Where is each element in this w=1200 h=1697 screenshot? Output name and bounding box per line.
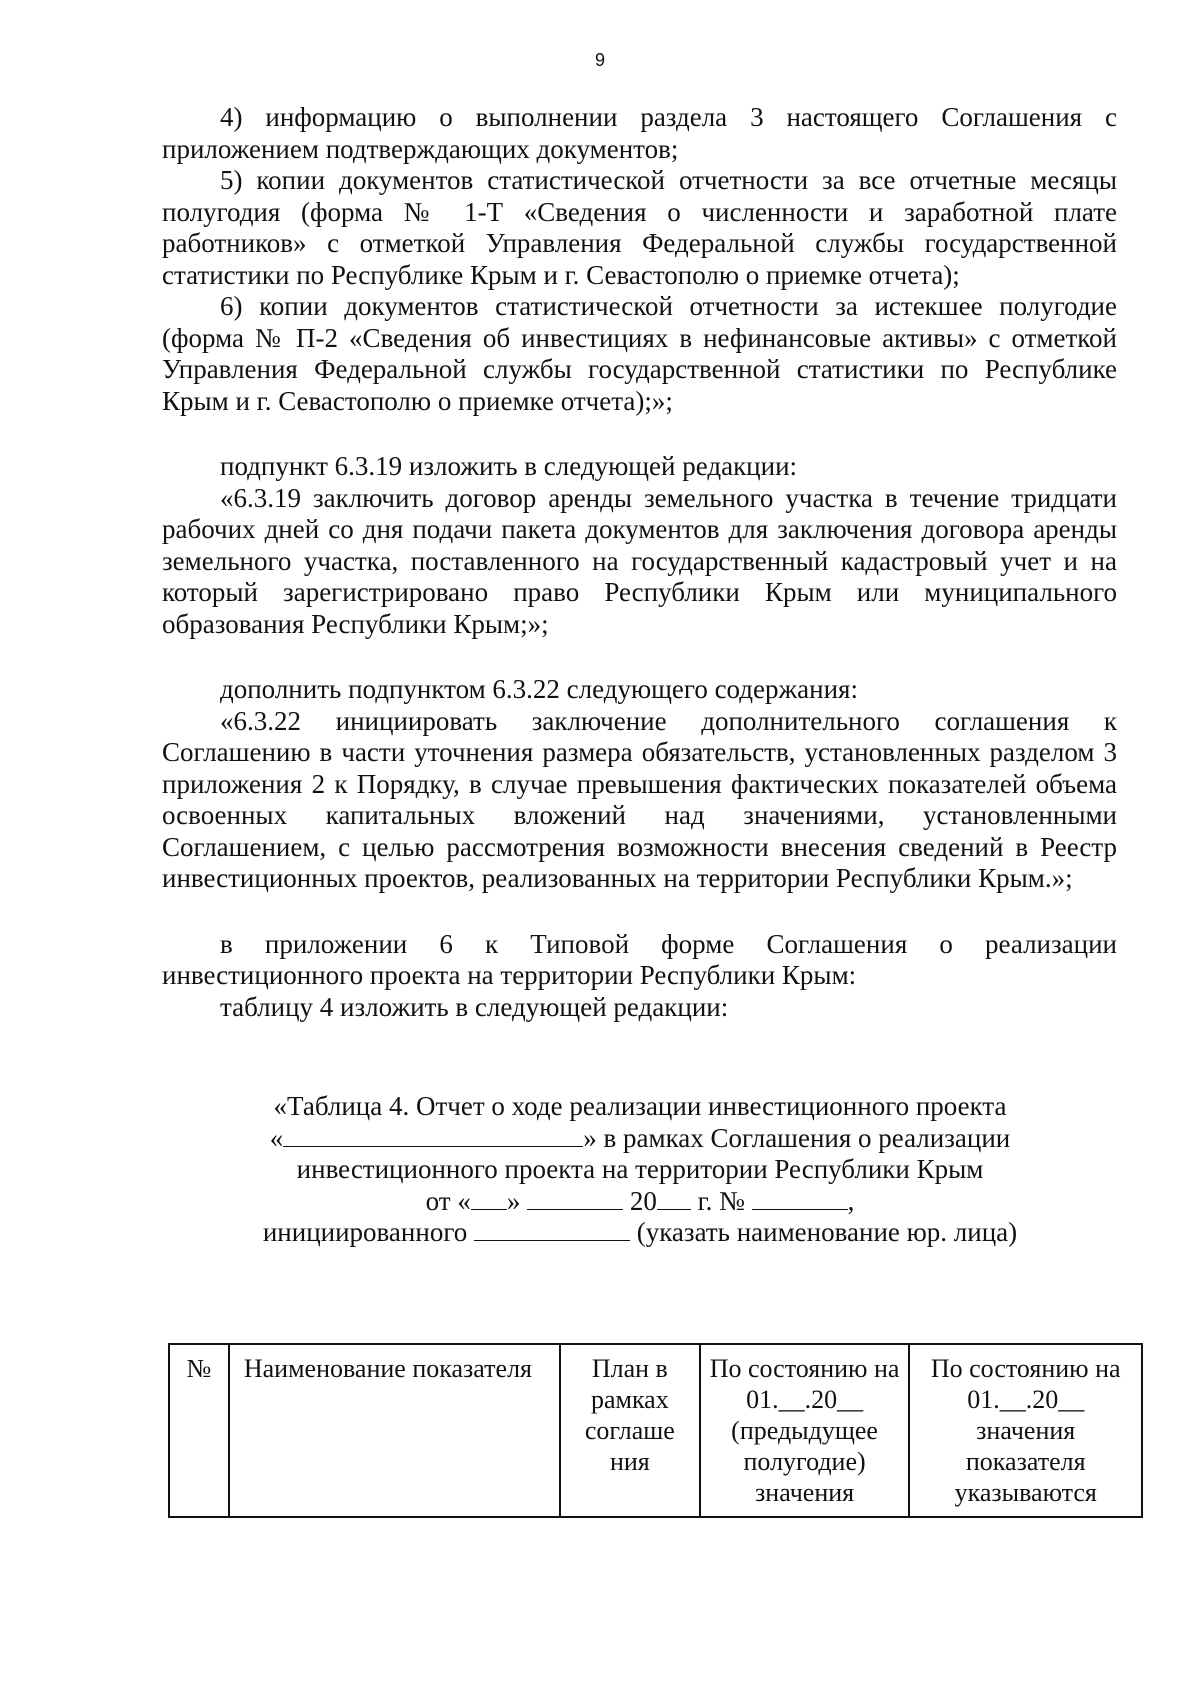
table-title-line-1: «Таблица 4. Отчет о ходе реализации инвестиционного проекта <box>273 1091 1007 1121</box>
paragraph-subclause-6-3-22-intro: дополнить подпунктом 6.3.22 следующего содержания: <box>220 674 858 704</box>
report-table <box>168 1343 1143 1518</box>
paragraph-subclause-6-3-19: «6.3.19 заключить договор аренды земельного участка в течение тридцати рабочих дней со дня подачи пакета документов для заключения договора аренды земельного участка, поставленного на государственный кадастровый учет и на который зарегистрировано право Республики Крым или муниципального образования Республики Крым;»; <box>162 482 1117 639</box>
paragraph-item-6: 6) копии документов статистической отчетности за истекшее полугодие (форма № П-2 «Сведения об инвестициях в нефинансовые активы» с отметкой Управления Федеральной службы государственной статистики по Республике Крым и г. Севастополю о приемке отчета);»; <box>162 291 1117 416</box>
blank-project-name <box>283 1124 583 1147</box>
open-quote: « <box>269 1122 284 1153</box>
table-title <box>180 1091 1100 1249</box>
paragraph-subclause-6-3-22: «6.3.22 инициировать заключение дополнительного соглашения к Соглашению в части уточнения размера обязательств, установленных разделом 3 приложения 2 к Порядку, в случае превышения фактических показателей объема освоенных капитальных вложений над значениями, установленными Соглашением, с целью рассмотрения возможности внесения сведений в Реестр инвестиционных проектов, реализованных на территории Республики Крым.»; <box>162 705 1117 893</box>
table-header-row <box>169 1344 1142 1517</box>
spacer <box>162 417 1117 451</box>
column-header-indicator-name: Наименование показателя <box>229 1344 560 1517</box>
date-prefix: от « <box>425 1185 471 1216</box>
number-label: г. № <box>697 1185 745 1216</box>
table-title-line-4 <box>180 1186 1100 1218</box>
table-title-line-2 <box>180 1123 1100 1155</box>
paragraph-item-5: 5) копии документов статистической отчетности за все отчетные месяцы полугодия (форма № 1-Т «Сведения о численности и заработной плате работников» с отметкой Управления Федеральной службы государственной статистики по Республике Крым и г. Севастополю о приемке отчета); <box>162 165 1117 290</box>
blank-day <box>471 1187 507 1210</box>
table-title-line-5 <box>180 1217 1100 1249</box>
paragraph-appendix-6: в приложении 6 к Типовой форме Соглашения о реализации инвестиционного проекта на территории Республики Крым: <box>162 928 1117 990</box>
body-text <box>162 102 1117 1023</box>
year-prefix: 20 <box>629 1185 657 1216</box>
column-header-current-values: По состоянию на 01.__.20__ значения показателя указываются <box>909 1344 1142 1517</box>
page-number: 9 <box>594 50 605 70</box>
spacer <box>162 640 1117 674</box>
table-title-line-2-text: » в рамках Соглашения о реализации <box>583 1122 1011 1153</box>
column-header-number: № <box>169 1344 229 1517</box>
paragraph-subclause-6-3-19-intro: подпункт 6.3.19 изложить в следующей редакции: <box>220 451 798 481</box>
paragraph-item-4: 4) информацию о выполнении раздела 3 настоящего Соглашения с приложением подтверждающих документов; <box>162 102 1117 164</box>
column-header-previous-half-year: По состоянию на 01.__.20__ (предыдущее полугодие) значения <box>700 1344 910 1517</box>
blank-entity-name <box>474 1218 630 1241</box>
paragraph-table-4-intro: таблицу 4 изложить в следующей редакции: <box>220 991 729 1022</box>
comma: , <box>847 1185 855 1216</box>
entity-hint: (указать наименование юр. лица) <box>636 1217 1018 1247</box>
table-title-line-3: инвестиционного проекта на территории Республики Крым <box>296 1154 984 1184</box>
blank-number <box>752 1187 848 1210</box>
blank-month <box>527 1187 623 1210</box>
blank-year <box>657 1187 691 1210</box>
spacer <box>162 895 1117 929</box>
column-header-plan: План в рамках соглаше ния <box>560 1344 700 1517</box>
initiated-label: инициированного <box>262 1217 468 1247</box>
date-close-quote: » <box>506 1185 521 1216</box>
